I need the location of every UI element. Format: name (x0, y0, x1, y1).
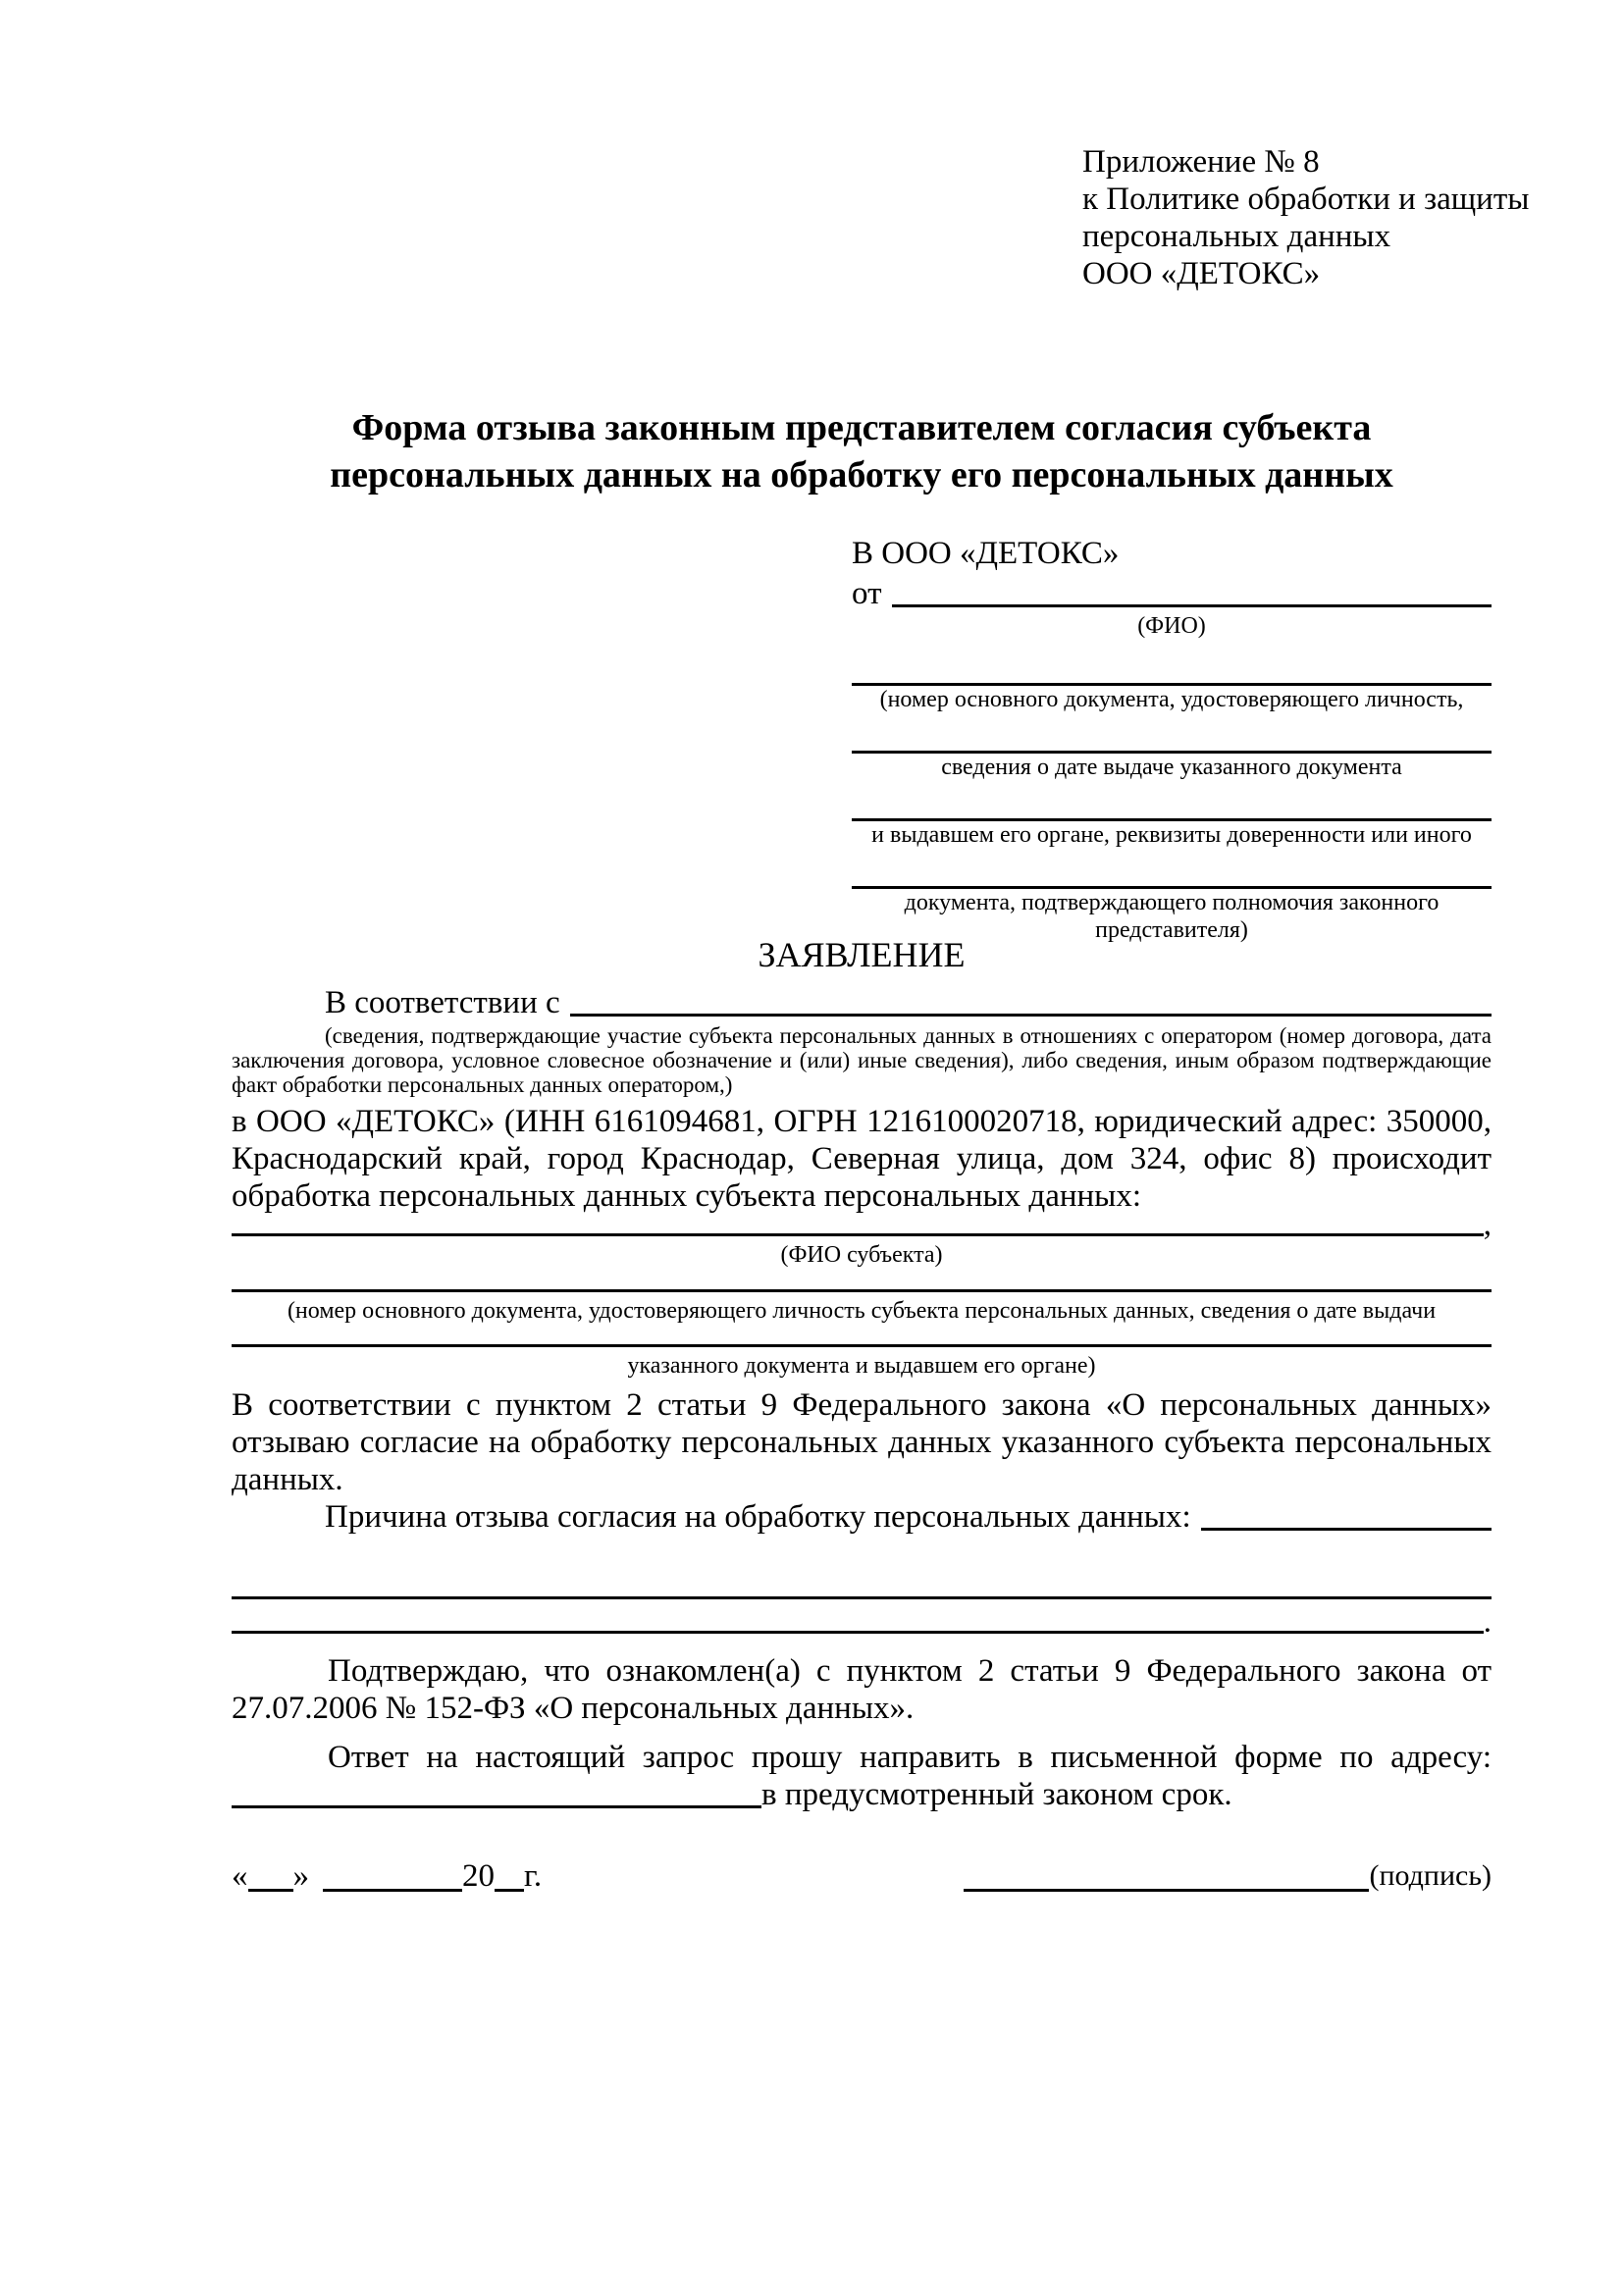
document-number-caption: (номер основного документа, удостоверяющего личность, (879, 687, 1464, 712)
quote-close: » (292, 1858, 309, 1894)
reason-blank-line-2 (232, 1604, 1492, 1639)
year-blank-line (495, 1859, 524, 1892)
year-suffix: г. (524, 1858, 543, 1894)
accordance-footnote: (сведения, подтверждающие участие субъекта персональных данных в отношениях с оператором (номер договора, дата заключения договора, условное словесное обозначение и (или) иные сведения), либо сведения, иным образом подтверждающие факт обработки персональных данных оператором,) (232, 1023, 1492, 1097)
issue-date-caption: сведения о дате выдаче указанного документа (941, 755, 1402, 780)
issuing-authority-caption: и выдавшем его органе, реквизиты доверенности или иного (871, 822, 1472, 848)
reason-blank-line-short (1201, 1528, 1492, 1531)
blank-line (232, 1631, 1484, 1634)
appendix-policy-line1: к Политике обработки и защиты (1082, 182, 1530, 217)
issuing-authority-blank-line (852, 781, 1492, 821)
authority-document-caption: документа, подтверждающего полномочия законного представителя) (904, 890, 1440, 943)
reply-lead-paragraph: Ответ на настоящий запрос прошу направить в письменной форме по адресу: (328, 1740, 1492, 1775)
title-line-2: персональных данных на обработку его персональных данных (330, 454, 1393, 496)
reason-lead: Причина отзыва согласия на обработку персональных данных: (325, 1499, 1191, 1535)
subject-fio-caption: (ФИО субъекта) (780, 1242, 943, 1268)
fio-blank-line (892, 604, 1492, 607)
month-blank-line (323, 1859, 462, 1892)
reason-period: . (1483, 1604, 1492, 1640)
signature-blank-line (964, 1859, 1369, 1892)
from-label: от (852, 576, 882, 611)
from-row (852, 575, 1492, 612)
reply-address-row (232, 1776, 1492, 1813)
subject-authority-caption: указанного документа и выдавшем его органе) (627, 1353, 1096, 1379)
authority-document-blank-line (852, 849, 1492, 889)
statement-body (232, 984, 1492, 1813)
appendix-policy-line2: персональных данных (1082, 219, 1391, 254)
addressee-block (852, 534, 1492, 944)
withdrawal-paragraph: В соответствии с пунктом 2 статьи 9 Федерального закона «О персональных данных» отзываю согласие на обработку персональных данных указанного субъекта персональных данных. (232, 1387, 1492, 1497)
subject-fio-comma: , (1483, 1207, 1492, 1242)
reply-tail: в предусмотренный законом срок. (761, 1777, 1232, 1812)
title-line-1: Форма отзыва законным представителем согласия субъекта (351, 407, 1372, 448)
subject-authority-blank-line (232, 1325, 1492, 1352)
accordance-lead: В соответствии с (325, 985, 560, 1020)
document-number-blank-line (852, 648, 1492, 686)
subject-document-blank-line (232, 1269, 1492, 1297)
reason-row (232, 1498, 1492, 1536)
appendix-company: ООО «ДЕТОКС» (1082, 256, 1321, 291)
year-prefix: 20 (462, 1858, 495, 1894)
operator-paragraph: в ООО «ДЕТОКС» (ИНН 6161094681, ОГРН 1216100020718, юридический адрес: 350000, Краснодарский край, город Краснодар, Северная улица, дом 324, офис 8) происходит обработка персональных данных субъекта персональных данных: (232, 1104, 1492, 1214)
addressee-company: В ООО «ДЕТОКС» (852, 536, 1120, 571)
accordance-row (232, 984, 1492, 1021)
subject-fio-blank-line (232, 1233, 1484, 1236)
footer-row (232, 1856, 1492, 1896)
appendix-number: Приложение № 8 (1082, 144, 1320, 180)
confirm-paragraph: Подтверждаю, что ознакомлен(а) с пунктом 2 статьи 9 Федерального закона от 27.07.2006 № 152-ФЗ «О персональных данных». (232, 1653, 1492, 1726)
fio-caption: (ФИО) (1137, 613, 1206, 639)
appendix-header (1082, 143, 1534, 292)
statement-heading: ЗАЯВЛЕНИЕ (758, 935, 966, 974)
issue-date-blank-line (852, 713, 1492, 754)
subject-document-caption-1: (номер основного документа, удостоверяющего личность субъекта персональных данных, сведения о дате выдачи (287, 1298, 1437, 1324)
reason-blank-line-1 (232, 1570, 1492, 1604)
signature-caption: (подпись) (1369, 1859, 1492, 1892)
document-title (232, 404, 1492, 498)
reply-address-blank-line (232, 1805, 761, 1808)
blank-line (232, 1289, 1492, 1292)
signature-part (964, 1856, 1492, 1896)
accordance-blank-line (570, 1014, 1492, 1017)
subject-fio-row (232, 1207, 1492, 1242)
date-part (232, 1856, 542, 1896)
blank-line (232, 1344, 1492, 1347)
day-blank-line (248, 1859, 293, 1892)
blank-line (232, 1596, 1492, 1599)
quote-open: « (232, 1858, 248, 1894)
